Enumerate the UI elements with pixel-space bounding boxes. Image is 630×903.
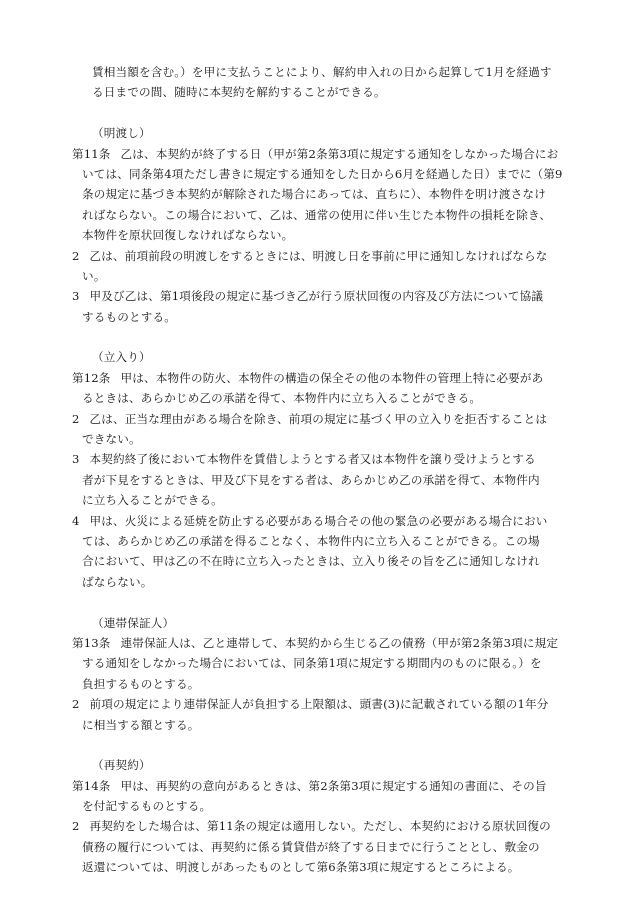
item-first-line (72, 246, 574, 266)
item-number: 2 (72, 819, 80, 834)
section-heading: （連帯保証人） (92, 615, 175, 630)
item-text: 本契約終了後において本物件を賃借しようとする者又は本物件を譲り受けようとする (89, 452, 536, 467)
article-line: 条の規定に基づき本契約が解除された場合にあっては、直ちに）、本物件を明け渡さなけ (82, 187, 546, 202)
item-text: 再契約をした場合は、第11条の規定は適用しない。ただし、本契約における原状回復の (89, 819, 551, 834)
section-heading: （明渡し） (92, 126, 151, 141)
item-first-line (72, 694, 574, 714)
item-line: 返還については、明渡しがあったものとして第6条第3項に規定するところによる。 (82, 860, 520, 875)
item-text: 前項の規定により連帯保証人が負担する上限額は、頭書(3)に記載されている額の1年分 (89, 697, 549, 712)
section-heading: （立入り） (92, 350, 151, 365)
item-number: 2 (72, 248, 80, 263)
item-line: に相当する額とする。 (82, 717, 200, 732)
item-number: 3 (72, 452, 80, 467)
item-number: 2 (72, 697, 80, 712)
article-line: 本物件を原状回復しなければならない。 (82, 228, 294, 243)
item-line: い。 (82, 268, 106, 283)
article-text: 乙は、本契約が終了する日（甲が第2条第3項に規定する通知をしなかった場合にお (120, 146, 559, 161)
article-first-line (72, 633, 574, 653)
article-number: 第14条 (72, 778, 111, 793)
item-first-line (72, 409, 574, 429)
article-line: を付記するものとする。 (82, 799, 212, 814)
item-number: 3 (72, 289, 80, 304)
article-number: 第12条 (72, 370, 111, 385)
item-line: 債務の履行については、再契約に係る賃貸借が終了する日までに行うこととし、敷金の (82, 839, 540, 854)
item-text: 乙は、正当な理由がある場合を除き、前項の規定に基づく甲の立入りを拒否することは (89, 411, 548, 426)
item-first-line (72, 286, 574, 306)
item-line: ては、あらかじめ乙の承諾を得ることなく、本物件内に立ち入ることができる。この場 (82, 533, 540, 548)
article-number: 第11条 (72, 146, 111, 161)
item-first-line (72, 816, 574, 836)
article-line: ればならない。この場合において、乙は、通常の使用に伴い生じた本物件の損耗を除き、 (82, 207, 552, 222)
item-line: 者が下見をするときは、甲及び下見をする者は、あらかじめ乙の承諾を得て、本物件内 (82, 472, 540, 487)
intro-line: 賃相当額を含む。）を甲に支払うことにより、解約申入れの日から起算して1月を経過す (92, 65, 552, 79)
article-text: 甲は、本物件の防火、本物件の構造の保全その他の本物件の管理上特に必要があ (120, 370, 544, 385)
article-text: 甲は、再契約の意向があるときは、第2条第3項に規定する通知の書面に、その旨 (120, 778, 547, 793)
article-line: 負担するものとする。 (82, 676, 200, 691)
intro-line: る日までの間、随時に本契約を解約することができる。 (92, 85, 386, 100)
article-number: 第13条 (72, 635, 111, 650)
item-line: できない。 (82, 432, 141, 447)
article-first-line (72, 144, 574, 164)
article-line: する通知をしなかった場合においては、同条第1項に規定する期間内のものに限る。）を (82, 656, 542, 671)
item-text: 甲及び乙は、第1項後段の規定に基づき乙が行う原状回復の内容及び方法について協議 (89, 289, 544, 304)
article-first-line (72, 368, 574, 388)
item-first-line (72, 511, 574, 531)
item-line: ばならない。 (82, 574, 153, 589)
item-line: 合において、甲は乙の不在時に立ち入ったときは、立入り後その旨を乙に通知しなけれ (82, 554, 540, 569)
article-first-line (72, 776, 574, 796)
article-line: るときは、あらかじめ乙の承諾を得て、本物件内に立ち入ることができる。 (82, 391, 482, 406)
article-line: いては、同条第4項ただし書きに規定する通知をした日から6月を経過した日）までに（第9 (82, 166, 563, 181)
item-number: 4 (72, 513, 80, 528)
item-number: 2 (72, 411, 80, 426)
item-first-line (72, 449, 574, 469)
item-line: するものとする。 (82, 309, 176, 324)
article-text: 連帯保証人は、乙と連帯して、本契約から生じる乙の債務（甲が第2条第3項に規定 (120, 635, 559, 650)
item-line: に立ち入ることができる。 (82, 493, 223, 508)
item-text: 甲は、火災による延焼を防止する必要がある場合その他の緊急の必要がある場合におい (89, 513, 548, 528)
item-text: 乙は、前項前段の明渡しをするときには、明渡し日を事前に甲に通知しなければならな (89, 248, 548, 263)
section-heading: （再契約） (92, 758, 151, 773)
